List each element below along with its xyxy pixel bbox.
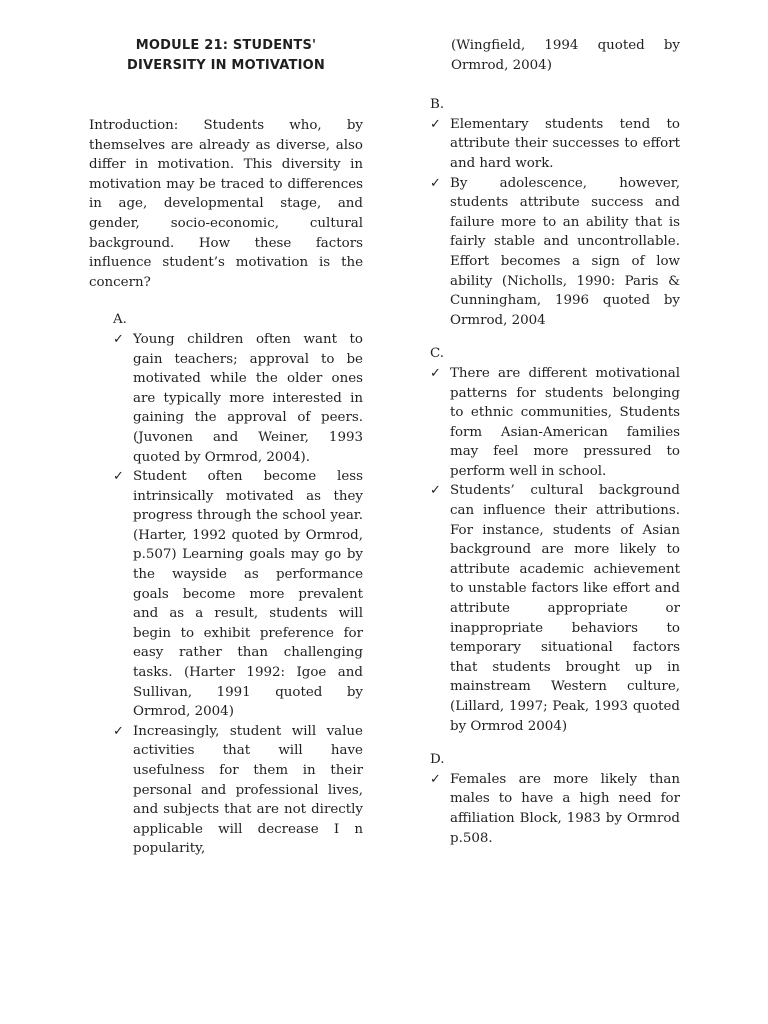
list-item — [113, 467, 363, 722]
section-b-list — [406, 115, 680, 331]
section-b-label: B. — [430, 97, 445, 113]
list-item — [113, 330, 363, 467]
list-item-text: Student often become less intrinsically motivated as they progress through the school year. (Harter, 1992 quoted by Ormrod, p.507) Learning goals may go by the wayside as performance goals become more prevalent and as a result, students will begin to exhibit preference for easy rather than challenging tasks. (Harter 1992: Igoe and Sullivan, 1991 quoted by Ormrod, 2004) — [133, 469, 363, 720]
list-item-text: Young children often want to gain teachers; approval to be motivated while the older ones are typically more interested in gaining the approval of peers. (Juvonen and Weiner, 1993 quoted by Ormrod, 2004). — [133, 331, 363, 465]
checkmark-icon: ✓ — [430, 365, 441, 381]
list-item-text: There are different motivational patterns for students belonging to ethnic communities, Students form Asian-American families may feel more pressured to perform well in school. — [450, 365, 680, 479]
checkmark-icon: ✓ — [430, 771, 441, 787]
list-item — [430, 364, 680, 482]
list-item — [430, 481, 680, 736]
list-item — [430, 770, 680, 848]
list-item — [430, 174, 680, 331]
checkmark-icon: ✓ — [113, 331, 124, 347]
list-item-text: Students’ cultural background can influence their attributions. For instance, students of Asian background are more likely to attribute academic achievement to unstable factors like effort and attribute appropriate or inappropriate behaviors to temporary situational factors that students brought up in mainstream Western culture, (Lillard, 1997; Peak, 1993 quoted by Ormrod 2004) — [450, 483, 680, 734]
page-title — [89, 36, 363, 76]
list-item-text: Females are more likely than males to have a high need for affiliation Block, 1983 by Ormrod p.508. — [450, 771, 680, 846]
right-column — [406, 0, 680, 848]
introduction-paragraph: Introduction: Students who, by themselves are already as diverse, also differ in motivation. This diversity in motivation may be traced to differences in age, developmental stage, and gender, socio-economic, cultural background. How these factors influence student’s motivation is the concern? — [89, 118, 363, 290]
list-item — [113, 722, 363, 859]
checkmark-icon: ✓ — [113, 723, 124, 739]
section-a-list — [89, 330, 363, 859]
list-item — [430, 115, 680, 174]
checkmark-icon: ✓ — [113, 469, 124, 485]
left-column — [89, 0, 363, 859]
section-c-list — [406, 364, 680, 736]
section-a-label: A. — [113, 312, 127, 328]
checkmark-icon: ✓ — [430, 483, 441, 499]
checkmark-icon: ✓ — [430, 175, 441, 191]
list-item-text: Increasingly, student will value activities that will have usefulness for them in their personal and professional lives, and subjects that are not directly applicable will decrease I n popularity, — [133, 723, 363, 857]
section-d-label: D. — [430, 752, 445, 768]
list-item-text: Elementary students tend to attribute their successes to effort and hard work. — [450, 116, 680, 171]
section-d-list — [406, 770, 680, 848]
checkmark-icon: ✓ — [430, 116, 441, 132]
title-line-1: MODULE 21: STUDENTS' — [135, 38, 317, 53]
section-a-continuation: (Wingfield, 1994 quoted by Ormrod, 2004) — [451, 38, 680, 73]
section-c-label: C. — [430, 346, 445, 362]
title-line-2: DIVERSITY IN MOTIVATION — [127, 58, 325, 73]
list-item-text: By adolescence, however, students attribute success and failure more to an ability that is fairly stable and uncontrollable. Effort becomes a sign of low ability (Nicholls, 1990: Paris & Cunningham, 1996 quoted by Ormrod, 2004 — [450, 175, 680, 328]
